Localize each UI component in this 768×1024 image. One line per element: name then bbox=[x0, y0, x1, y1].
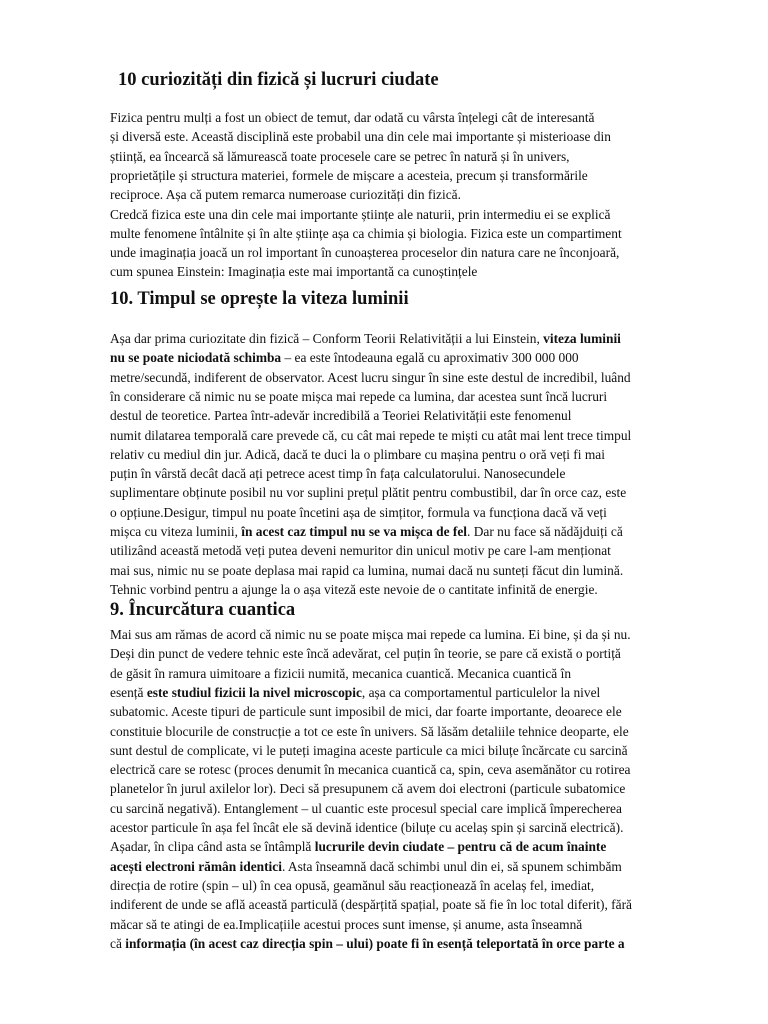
text-line bbox=[110, 857, 622, 876]
text-run: direcția de rotire (spin – ul) în cea opusă, geamănul său reacționează în acelaș fel, imediat, bbox=[110, 877, 595, 893]
text-line bbox=[110, 561, 623, 580]
text-run: indiferent de unde se află această particulă (despărțită spațial, poate să fie în loc total diferit), fără bbox=[110, 897, 632, 913]
text-run: , așa ca comportamentul particulelor la nivel bbox=[361, 684, 601, 700]
text-run: esență bbox=[110, 684, 147, 700]
text-line bbox=[110, 387, 607, 406]
text-line bbox=[110, 760, 630, 779]
text-run: că bbox=[110, 935, 126, 951]
text-run: Așa dar prima curiozitate din fizică – Conform Teorii Relativității a lui Einstein, bbox=[110, 331, 544, 346]
text-run: măcar să te atingi de ea.Implicațiile acestui proces sunt imense, și anume, asta înseamnă bbox=[110, 916, 583, 932]
bold-text: lucrurile devin ciudate – pentru că de acum înainte bbox=[314, 839, 607, 855]
text-line: Credcă fizica este una din cele mai importante științe ale naturii, prin intermediu ei se explică bbox=[110, 206, 611, 222]
text-line: Fizica pentru mulți a fost un obiect de temut, dar odată cu vârsta înțelegi cât de interesantă bbox=[110, 110, 595, 125]
bold-text: informația (în acest caz direcția spin – ului) poate fi în esență teleportată în orce parte a bbox=[125, 935, 625, 951]
text-line bbox=[110, 895, 632, 914]
text-run: Deși din punct de vedere tehnic este încă adevărat, cel puțin în teorie, se pare că există o portiță bbox=[110, 646, 621, 662]
text-run: relativ cu mediul din jur. Adică, dacă te duci la o plimbare cu mașina pentru o oră veți fi mai bbox=[110, 446, 605, 462]
text-line: unde imaginația joacă un rol important în cunoașterea proceselor din natura care ne înconjoară, bbox=[110, 245, 620, 261]
text-line: și diversă este. Această disciplină este probabil una din cele mai importante și misterioase din bbox=[110, 129, 611, 145]
text-run: o opțiune.Desigur, timpul nu poate încetini așa de simțitor, formula va funcționa dacă vă veți bbox=[110, 504, 607, 520]
text-line bbox=[110, 722, 629, 741]
text-line bbox=[110, 779, 625, 798]
text-run: Tehnic vorbind pentru a ajunge la o așa viteză este nevoie de o cantitate infinită de energie. bbox=[110, 581, 598, 597]
text-line: multe fenomene întâlnite și în alte științe așa ca chimia și biologia. Fizica este un compartiment bbox=[110, 225, 622, 241]
text-run: în considerare că nimic nu se poate mișca mai repede ca lumina, dar acestea sunt încă lucruri bbox=[110, 388, 608, 404]
text-line bbox=[110, 464, 565, 483]
text-line bbox=[110, 741, 628, 760]
text-line: proprietățile și structura materiei, formele de mișcare a acesteia, precum și transformările bbox=[110, 167, 588, 183]
text-line bbox=[110, 644, 621, 663]
text-line bbox=[110, 406, 571, 425]
text-run: suplimentare obținute posibil nu vor suplini prețul plătit pentru combustibil, dar în orce caz, este bbox=[110, 485, 627, 501]
text-run: . Dar nu face să nădăjduiți că bbox=[467, 524, 623, 539]
section-9-heading: 9. Încurcătura cuantica bbox=[110, 600, 296, 620]
text-run: Așadar, în clipa când asta se întâmplă bbox=[110, 839, 315, 855]
text-line bbox=[110, 934, 625, 953]
text-run: subatomic. Aceste tipuri de particule sunt imposibil de mici, dar foarte importante, deoarece ele bbox=[110, 704, 622, 720]
text-line bbox=[110, 541, 611, 560]
text-line bbox=[110, 683, 600, 702]
text-run: de găsit în ramura uimitoare a fizicii numită, mecanica cuantică. Mecanica cuantică în bbox=[110, 665, 572, 681]
text-run: metre/secundă, indiferent de observator. Acest lucru singur în sine este destul de incredibil, luând bbox=[110, 369, 631, 385]
text-line bbox=[110, 664, 571, 683]
text-run: – ea este întodeauna egală cu aproximativ 300 000 000 bbox=[281, 350, 579, 366]
text-line bbox=[110, 876, 594, 895]
text-run: cu sarcină negativă). Entanglement – ul cuantic este procesul special care implică împerecherea bbox=[110, 800, 622, 816]
text-run: numit dilatarea temporală care prevede că, cu cât mai repede te miști cu atât mai lent trece timpul bbox=[110, 427, 632, 443]
text-run: planetelor în jurul axilelor lor). Deci să presupunem că avem doi electroni (particule subatomice bbox=[110, 781, 626, 797]
text-run: constituie blocurile de construcție a tot ce este în univers. Să lăsăm detaliile tehnice deoparte, ele bbox=[110, 723, 629, 739]
text-run: mișca cu viteza luminii, bbox=[110, 524, 242, 539]
page-title: 10 curiozități din fizică și lucruri ciudate bbox=[118, 70, 439, 90]
text-run: Mai sus am rămas de acord că nimic nu se poate mișca mai repede ca lumina. Ei bine, și da și nu. bbox=[110, 627, 631, 642]
text-run: sunt destul de complicate, vi le puteți imagina aceste particule ca mici biluțe încărcate cu sarcină bbox=[110, 742, 628, 758]
text-line bbox=[110, 522, 623, 541]
text-line bbox=[110, 503, 607, 522]
bold-text: acești electroni rămân identici bbox=[110, 858, 282, 874]
text-line: reciproce. Așa că putem remarca numeroase curiozități din fizică. bbox=[110, 187, 461, 203]
text-run: electrică care se rotesc (proces denumit în mecanica cuantică ca, spin, ceva asemănător cu rotirea bbox=[110, 762, 631, 778]
text-run: . Asta înseamnă dacă schimbi unul din ei, să spunem schimbăm bbox=[281, 858, 622, 874]
text-line bbox=[110, 483, 626, 502]
bold-text: nu se poate niciodată schimba bbox=[110, 350, 282, 366]
bold-text: este studiul fizicii la nivel microscopic bbox=[146, 684, 362, 700]
text-line bbox=[110, 445, 605, 464]
text-line bbox=[110, 837, 606, 856]
text-line bbox=[110, 702, 622, 721]
text-run: utilizând această metodă veți putea deveni nemuritor din unicul motiv pe care l-am menționat bbox=[110, 543, 611, 559]
text-line bbox=[110, 799, 622, 818]
text-line bbox=[110, 426, 631, 445]
text-run: acestor particule în așa fel încât ele să devină identice (biluțe cu acelaș spin și sarcină electrică). bbox=[110, 820, 624, 835]
text-line bbox=[110, 818, 623, 837]
text-run: puțin în vârstă decât dacă ați petrece acest timp în fața calculatorului. Nanosecundele bbox=[110, 466, 566, 482]
text-line: știință, ea încearcă să lămurească toate procesele care se petrec în natură și în univers, bbox=[110, 148, 570, 164]
bold-text: viteza luminii bbox=[543, 331, 621, 346]
text-run: destul de teoretice. Partea într-adevăr incredibilă a Teoriei Relativității este fenomenul bbox=[110, 408, 572, 424]
text-line bbox=[110, 580, 598, 599]
text-line bbox=[110, 915, 582, 934]
text-run: mai sus, nimic nu se poate deplasa mai rapid ca lumina, numai dacă nu sunteți făcut din lumină. bbox=[110, 562, 624, 578]
text-line bbox=[110, 625, 631, 644]
text-line bbox=[110, 348, 579, 367]
bold-text: în acest caz timpul nu se va mișca de fel bbox=[241, 524, 468, 539]
text-line: cum spunea Einstein: Imaginația este mai importantă ca cunoștințele bbox=[110, 264, 478, 280]
text-line bbox=[110, 329, 621, 348]
section-10-heading: 10. Timpul se oprește la viteza luminii bbox=[110, 289, 409, 309]
text-line bbox=[110, 368, 631, 387]
